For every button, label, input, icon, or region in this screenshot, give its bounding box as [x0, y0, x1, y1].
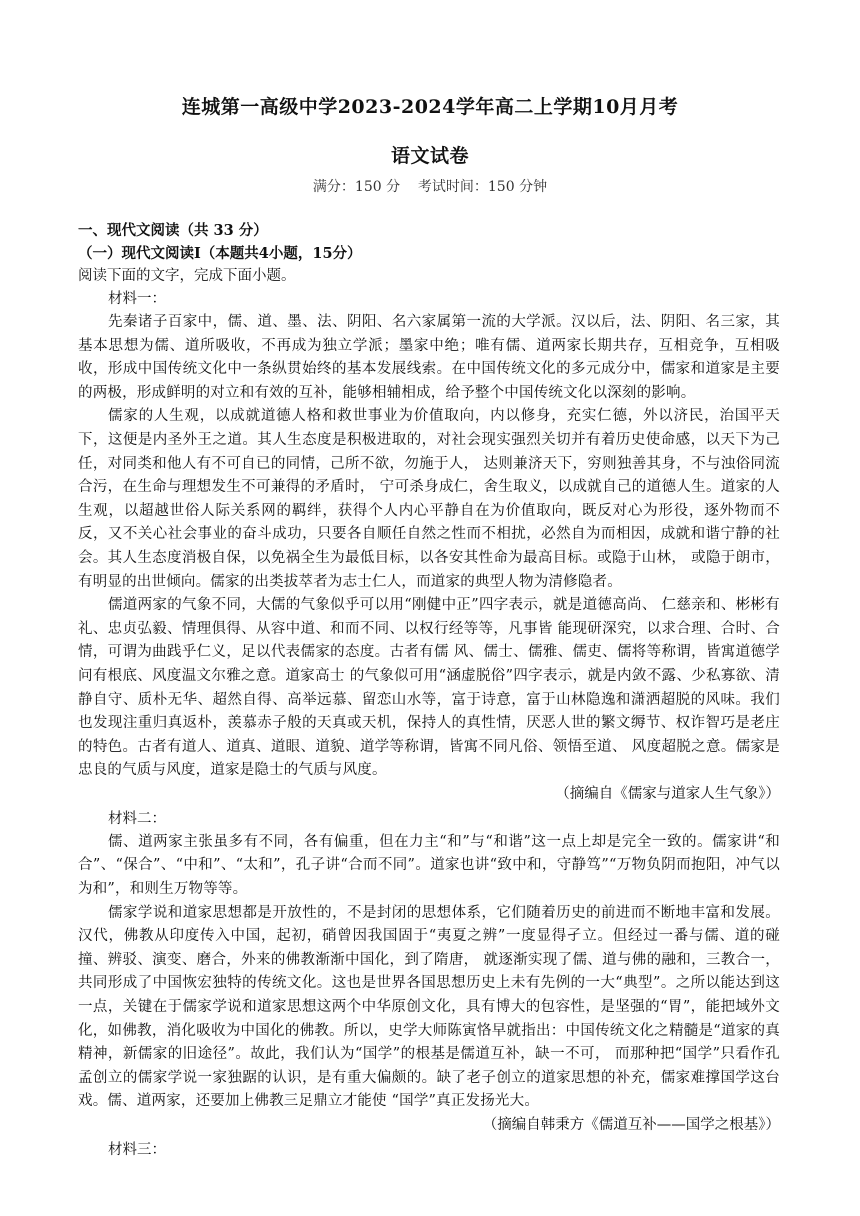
material1-paragraph-2: 儒家的人生观，以成就道德人格和救世事业为价值取向，内以修身，充实仁德，外以济民，治国平天下，这便是内圣外王之道。其人生态度是积极进取的，对社会现实强烈关切并有着历史使命感，以天下为己任，对同类和他人有不可自已的同情，己所不欲，勿施于人， 达则兼济天下，穷则独善其身，不与浊俗同流合污，在生命与理想发生不可兼得的矛盾时， 宁可杀身成仁，舍生取义，以成就自己的道德人生。道家的人生观，以超越世俗人际关系网的羁绊，获得个人内心平静自在为价值取向，既反对心为形役，逐外物而不反，又不关心社会事业的奋斗成功，只要各自顺任自然之性而不相扰，必然自为而相因，成就和谐宁静的社会。其人生态度消极自保，以免祸全生为最低目标，以各安其性命为最高目标。或隐于山林， 或隐于朗市，有明显的出世倾向。儒家的出类拔萃者为志士仁人，而道家的典型人物为清修隐者。	[78, 408, 780, 590]
material1-label: 材料一：	[108, 291, 166, 307]
exam-title: 连城第一高级中学2023-2024学年高二上学期10月月考	[181, 96, 679, 118]
material1-paragraph-1: 先秦诸子百家中，儒、道、墨、法、阴阳、名六家属第一流的大学派。汉以后，法、阴阳、名三家，其基本思想为儒、道所吸收，不再成为独立学派；墨家中绝；唯有儒、道两家长期共存，互相竞争，互相吸收，形成中国传统文化中一条纵贯始终的基本发展线索。在中国传统文化的多元成分中，儒家和道家是主要的两极，形成鲜明的对立和有效的互补，能够相辅相成，给予整个中国传统文化以深刻的影响。	[78, 314, 780, 401]
exam-meta: 满分：150 分 考试时间：150 分钟	[312, 179, 548, 195]
material1-paragraph-3: 儒道两家的气象不同，大儒的气象似乎可以用“刚健中正”四字表示，就是道德高尚、 仁慈亲和、彬彬有礼、忠贞弘毅、情理俱得、从容中道、和而不同、以权行经等等，凡事皆 能现研深究，以求合理、合时、合情，可谓为曲践乎仁义，足以代表儒家的态度。古者有儒 风、儒士、儒雅、儒吏、儒将等称谓，皆寓道德学问有根底、风度温文尔雅之意。道家高士 的气象似可用“涵虚脱俗”四字表示，就是内敛不露、少私寡欲、清静自守、质朴无华、超然自得、高举远慕、留恋山水等，富于诗意，富于山林隐逸和潇洒超脱的风味。我们也发现注重归真返朴，羡慕赤子般的天真或天机，保持人的真性情，厌恶人世的繁文缛节、权诈智巧是老庄的特色。古者有道人、道真、道眼、道貌、道学等称谓，皆寓不同凡俗、领悟至道、 风度超脱之意。儒家是忠良的气质与风度，道家是隐士的气质与风度。	[78, 597, 780, 779]
subsection-heading: （一）现代文阅读Ⅰ（本题共4小题，15分）	[78, 245, 362, 262]
material1-source: （摘编自《儒家与道家人生气象》）	[555, 785, 780, 802]
material2-source: （摘编自韩秉方《儒道互补——国学之根基》）	[482, 1117, 780, 1133]
material2-paragraph-2: 儒家学说和道家思想都是开放性的，不是封闭的思想体系，它们随着历史的前进而不断地丰富和发展。汉代，佛教从印度传入中国，起初，硝曾因我国固于“夷夏之辨”一度显得孑立。但经过一番与儒、道的碰撞、辨驳、演变、磨合，外来的佛教渐渐中国化，到了隋唐， 就逐渐实现了儒、道与佛的融和，三教合一，共同形成了中国恢宏独特的传统文化。这也是世界各国思想历史上未有先例的一大“典型”。之所以能达到这一点，关键在于儒家学说和道家思想这两个中华原创文化，具有博大的包容性，是坚强的“胃”，能把域外文化，如佛教，消化吸收为中国化的佛教。所以，史学大师陈寅恪早就指出：中国传统文化之精髓是“道家的真精神，新儒家的旧途径”。故此，我们认为“国学”的根基是儒道互补，缺一不可， 而那种把“国学”只看作孔孟创立的儒家学说一家独踞的认识，是有重大偏颇的。缺了老子创立的道家思想的补充，儒家难撑国学这台戏。儒、道两家，还要加上佛教三足鼎立才能使 “国学”真正发扬光大。	[78, 904, 780, 1110]
material2-label: 材料二：	[108, 810, 166, 827]
section-heading: 一、现代文阅读（共 33 分）	[78, 222, 268, 239]
material3-label: 材料三：	[108, 1142, 166, 1158]
instruction: 阅读下面的文字，完成下面小题。	[78, 268, 296, 284]
subject-title: 语文试卷	[390, 145, 469, 167]
material2-paragraph-1: 儒、道两家主张虽多有不同，各有偏重，但在力主“和”与“和谐”这一点上却是完全一致的。儒家讲“和合”、“保合”、“中和”、“太和”，孔子讲“合而不同”。道家也讲“致中和，守静笃”“万物负阴而抱阳，冲气以为和”，和则生万物等等。	[78, 833, 780, 898]
exam-body	[78, 219, 780, 1162]
